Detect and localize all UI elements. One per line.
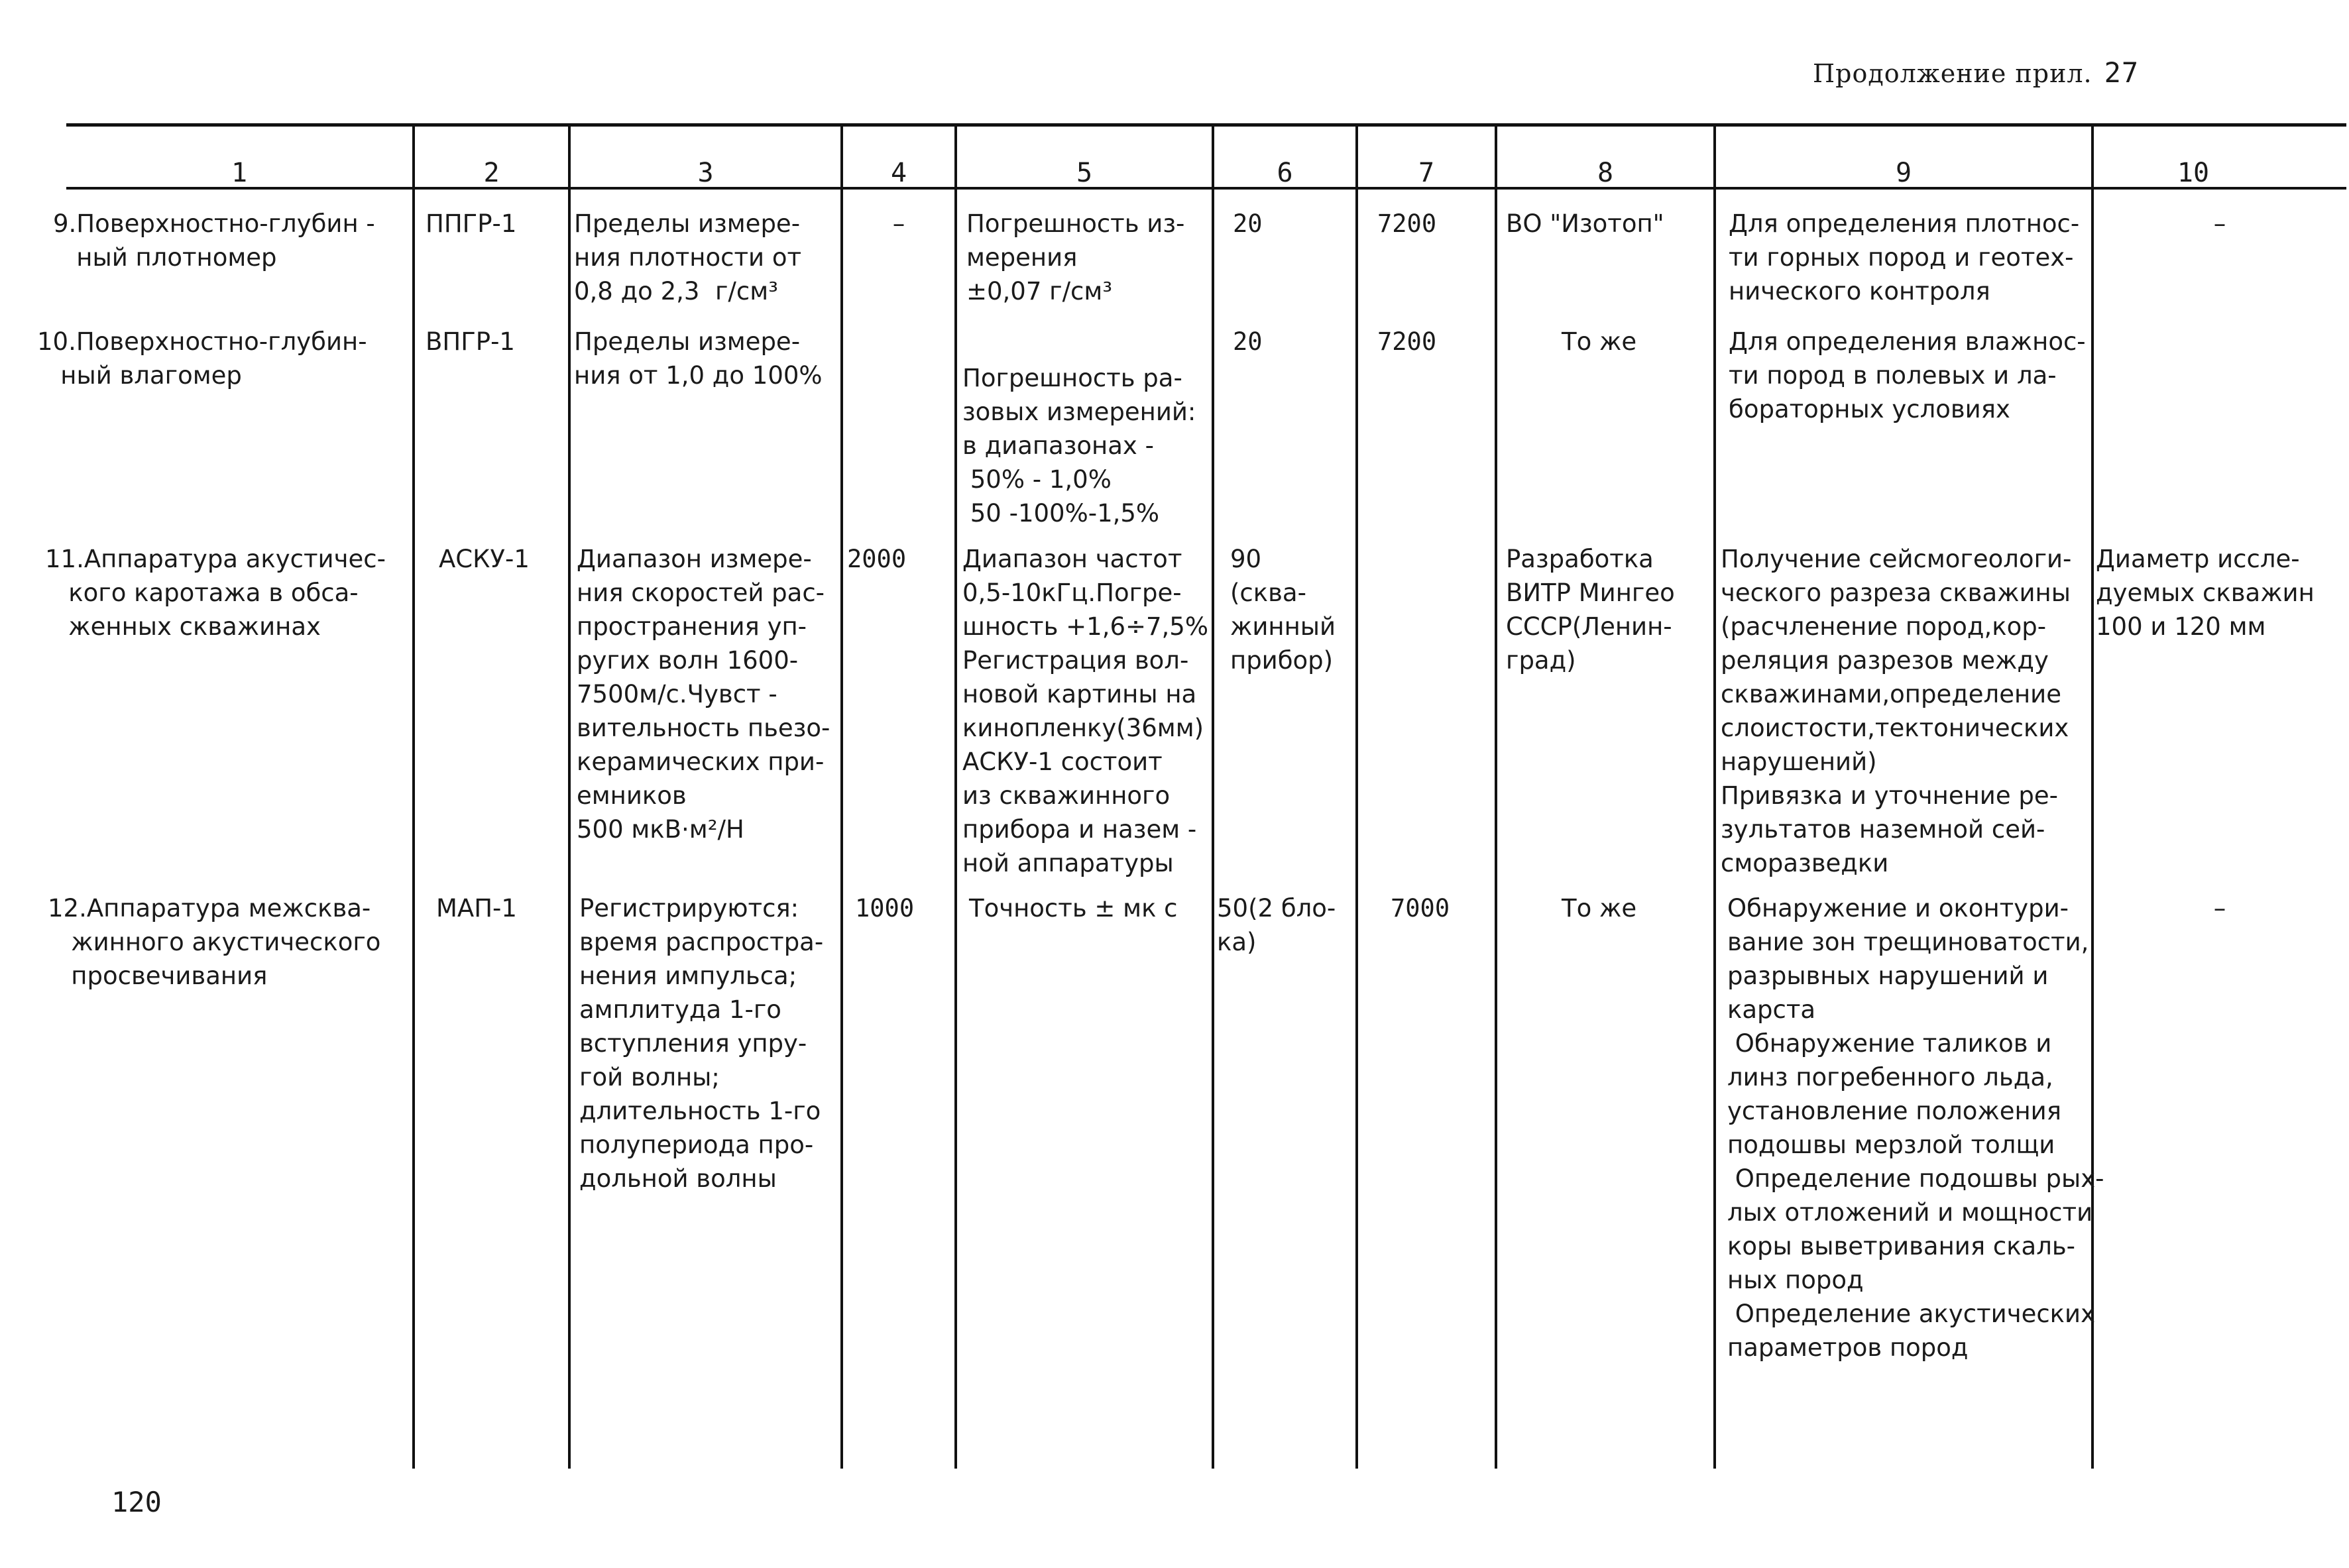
table-row-10-price: 7200: [1377, 327, 1437, 356]
table-row-10-code: ВПГР-1: [426, 327, 515, 356]
table-row-11-note: Диаметр иссле- дуемых скважин 100 и 120 мм: [2096, 545, 2315, 641]
table-row-10-purpose: Для определения влажнос- ти пород в полевых и ла- бораторных условиях: [1729, 327, 2086, 423]
column-number: 1: [231, 158, 248, 188]
table-row-9-purpose: Для определения плотнос- ти горных пород и геотех- нического контроля: [1729, 209, 2080, 306]
column-divider: [954, 123, 957, 1469]
appendix-number: 27: [2104, 56, 2140, 89]
table-top-rule: [66, 123, 2346, 127]
column-divider: [1713, 123, 1716, 1469]
table-row-10-name: 10.Поверхностно-глубин- ный влагомер: [37, 327, 367, 390]
table-row-9-note: –: [2213, 209, 2226, 238]
table-row-9-accuracy: Погрешность из- мерения ±0,07 г/см³: [966, 209, 1185, 306]
column-divider: [840, 123, 843, 1469]
column-number: 9: [1895, 158, 1912, 188]
table-row-9-range: Пределы измере- ния плотности от 0,8 до 2,3 г/см³: [574, 209, 802, 306]
column-number: 7: [1418, 158, 1435, 188]
table-row-11-code: АСКУ-1: [439, 545, 530, 573]
table-row-12-name: 12.Аппаратура межсква- жинного акустического просвечивания: [48, 894, 381, 990]
column-number: 8: [1597, 158, 1614, 188]
column-divider: [1355, 123, 1358, 1469]
table-row-12-purpose: Обнаружение и оконтури- вание зон трещиноватости, разрывных нарушений и карста Обнаружение таликов и линз погребенного льда, установление положения подошвы мерзлой толщи Определение подошвы рых- лых отложений и мощности коры выветривания скаль- ных пород Определение акустических параметров пород: [1727, 894, 2104, 1362]
table-row-11-maker: Разработка ВИТР Мингео СССР(Ленин- град): [1506, 545, 1675, 675]
column-number: 6: [1277, 158, 1293, 188]
table-row-12-mass: 50(2 бло- ка): [1217, 894, 1336, 956]
table-row-12-note: –: [2213, 894, 2226, 923]
column-number: 4: [890, 158, 907, 188]
continuation-header: [1813, 56, 2139, 89]
column-divider: [412, 123, 415, 1469]
column-divider: [1495, 123, 1497, 1469]
column-number: 5: [1076, 158, 1093, 188]
table-row-9-mass: 20: [1233, 209, 1263, 238]
table-row-12-price: 7000: [1391, 894, 1450, 923]
table-row-10-range: Пределы измере- ния от 1,0 до 100%: [574, 327, 823, 390]
table-row-11-name: 11.Аппаратура акустичес- кого каротажа в обса- женных скважинах: [45, 545, 386, 641]
table-row-9-maker: ВО "Изотоп": [1506, 209, 1664, 238]
column-number: 10: [2177, 158, 2210, 188]
column-number: 2: [483, 158, 500, 188]
table-row-12-range: Регистрируются: время распростра- нения импульса; амплитуда 1-го вступления упру- гой волны; длительность 1-го полупериода про- дольной волны: [579, 894, 824, 1193]
table-row-12-depth: 1000: [855, 894, 915, 923]
table-row-12-maker: То же: [1562, 894, 1637, 923]
page-number: 120: [111, 1486, 162, 1518]
table-row-11-accuracy: Диапазон частот 0,5-10кГц.Погре- шность +1,6÷7,5% Регистрация вол- новой картины на кинопленку(36мм) АСКУ-1 состоит из скважинного прибора и назем - ной аппаратуры: [962, 545, 1208, 877]
table-row-11-mass: 90 (сква- жинный прибор): [1230, 545, 1336, 675]
table-row-11-depth: 2000: [847, 545, 907, 573]
table-row-12-code: МАП-1: [436, 894, 517, 923]
table-row-10-mass: 20: [1233, 327, 1263, 356]
table-row-9-name: 9.Поверхностно-глубин - ный плотномер: [53, 209, 375, 272]
table-row-9-price: 7200: [1377, 209, 1437, 238]
table-row-12-accuracy: Точность ± мк с: [969, 894, 1178, 923]
table-row-10-maker: То же: [1562, 327, 1637, 356]
column-number: 3: [697, 158, 714, 188]
table-row-9-depth: –: [892, 209, 905, 238]
table-row-11-purpose: Получение сейсмогеологи- ческого разреза скважины (расчленение пород,кор- реляция разрезов между скважинами,определение слоистости,тектонических нарушений) Привязка и уточнение ре- зультатов наземной сей- сморазведки: [1721, 545, 2072, 877]
continuation-label: Продолжение прил.: [1813, 59, 2092, 88]
table-row-9-code: ППГР-1: [426, 209, 517, 238]
column-divider: [568, 123, 571, 1469]
table-row-10-accuracy: Погрешность ра- зовых измерений: в диапазонах - 50% - 1,0% 50 -100%-1,5%: [962, 364, 1196, 528]
table-row-11-range: Диапазон измере- ния скоростей рас- пространения уп- ругих волн 1600- 7500м/с.Чувст - вительность пьезо- керамических при- емников 500 мкВ·м²/Н: [577, 545, 831, 844]
column-divider: [1212, 123, 1214, 1469]
